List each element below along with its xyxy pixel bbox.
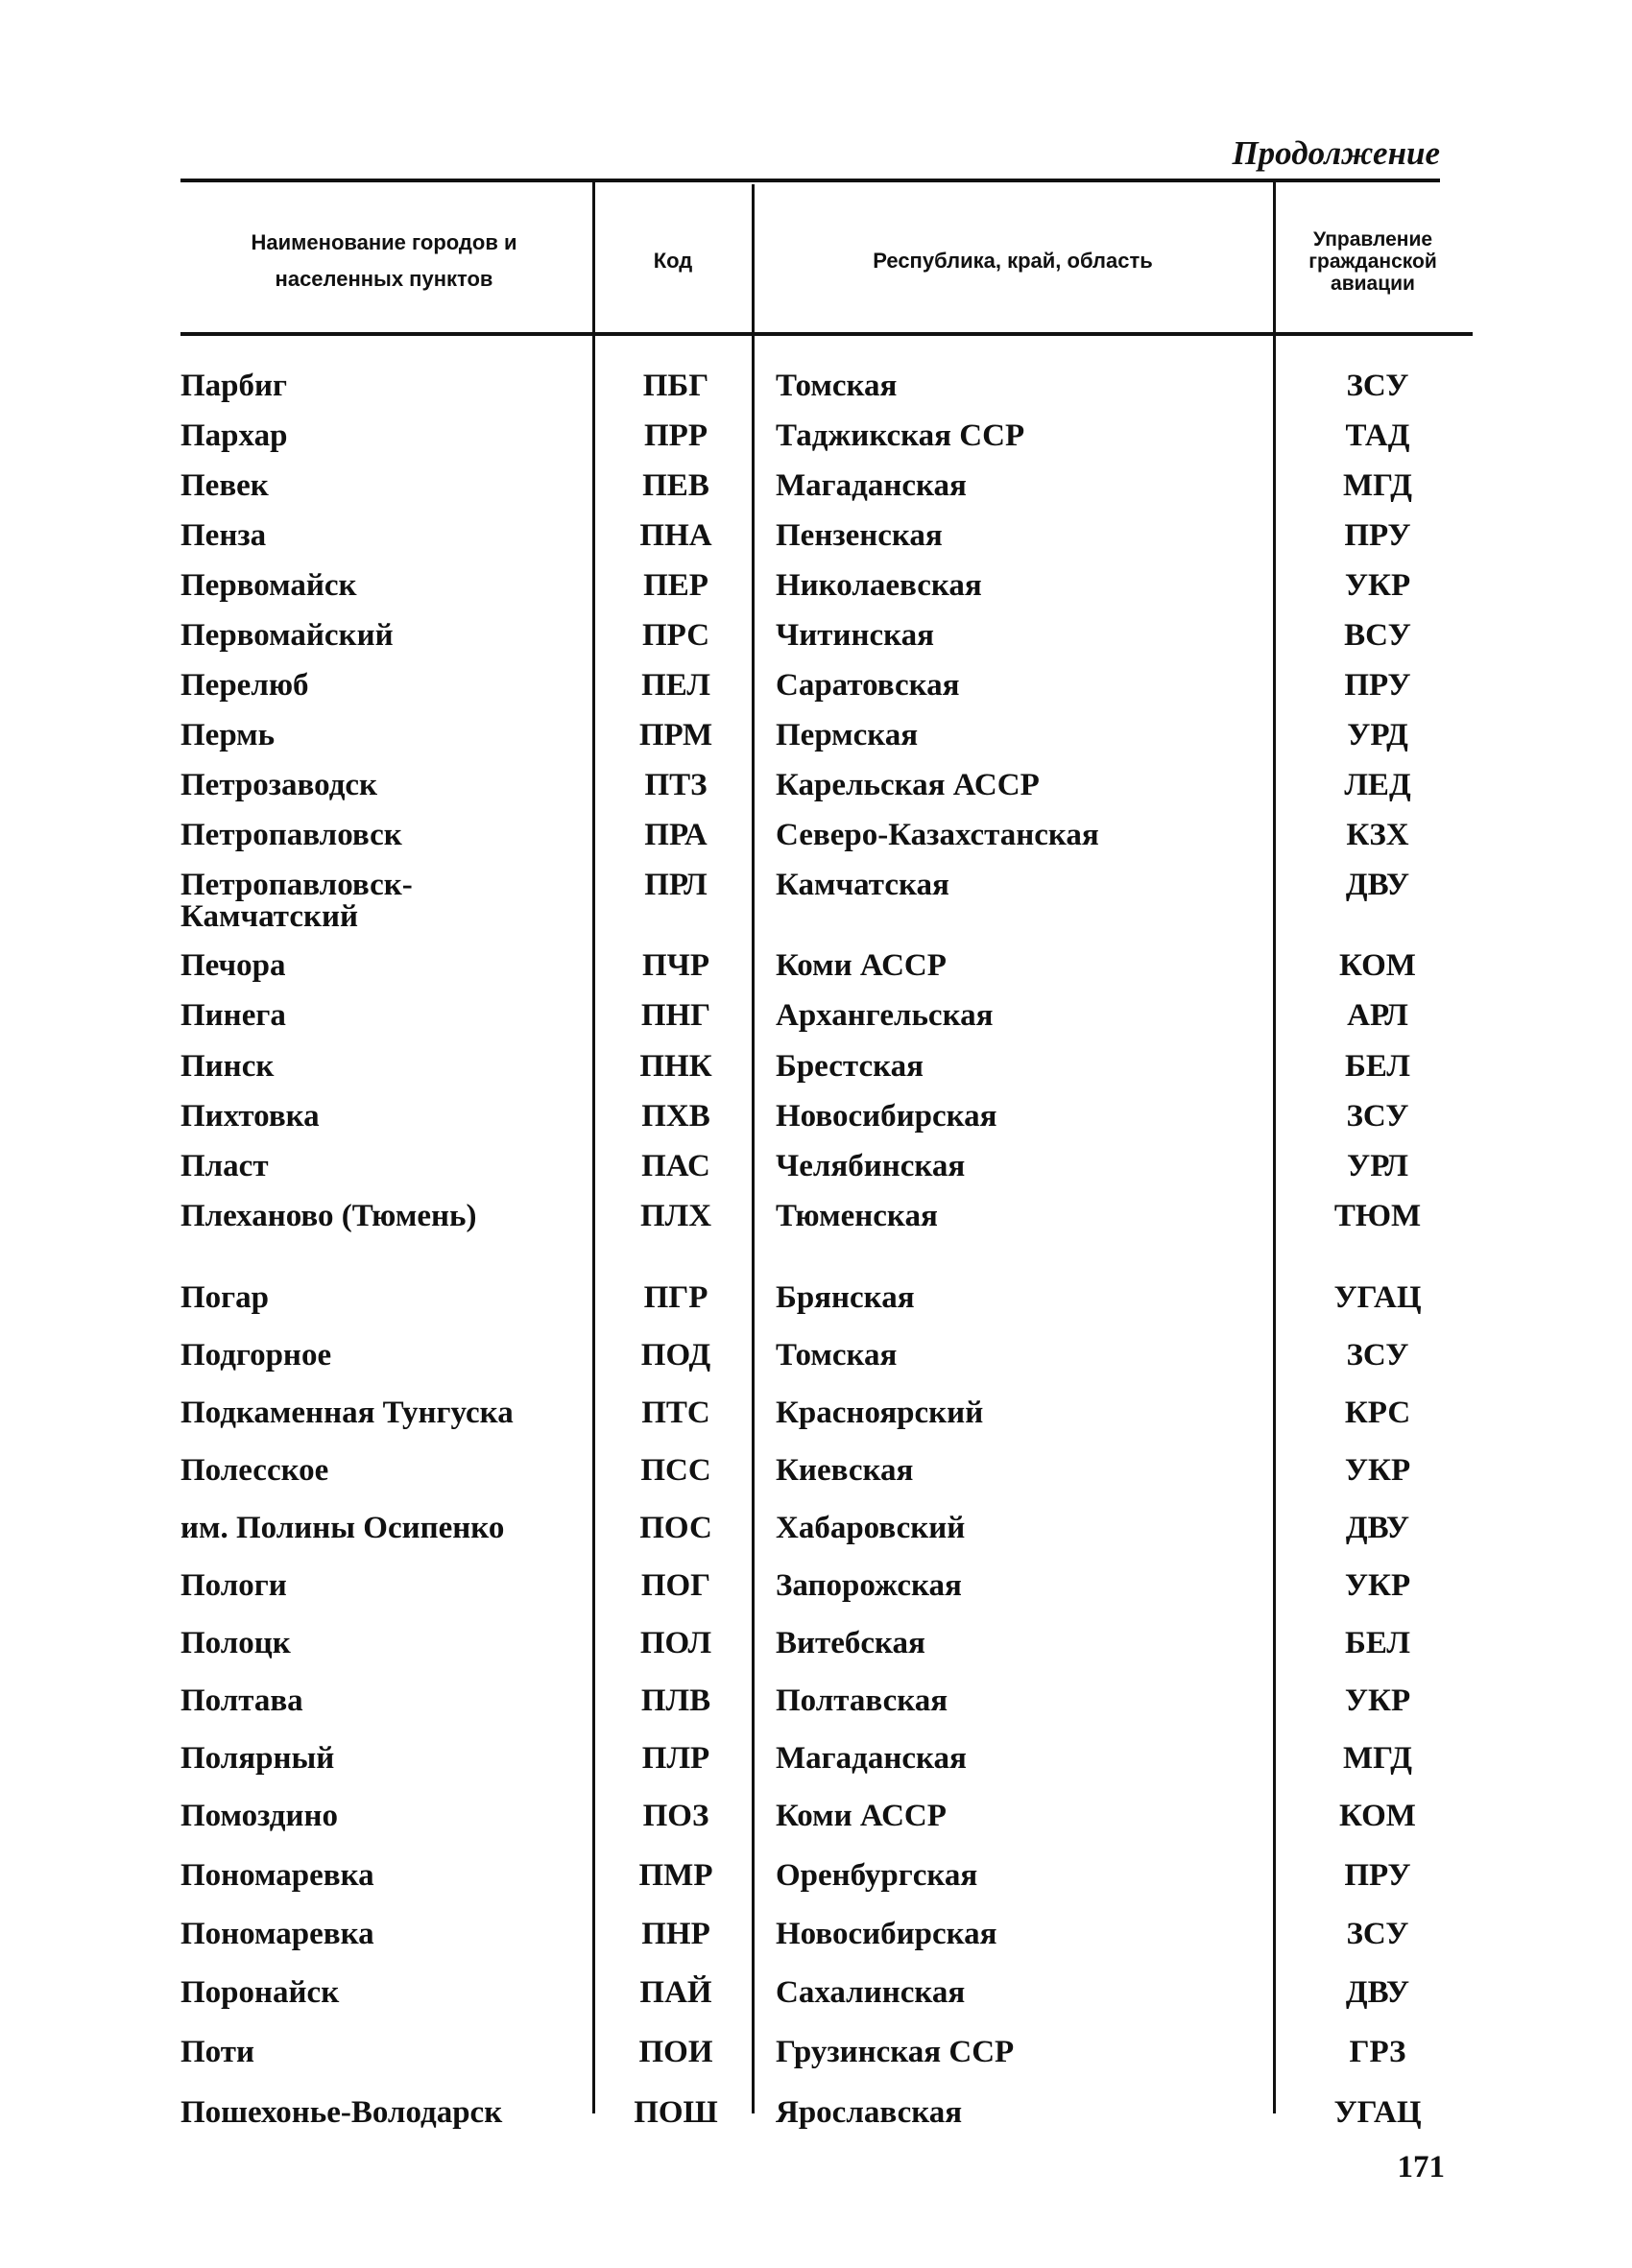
region-name: Томская (776, 1338, 898, 1373)
aviation-administration: ДВУ (1345, 1511, 1410, 1545)
city-code: ПОЛ (639, 1626, 712, 1660)
city-code: ПНР (641, 1917, 710, 1951)
city-name: Поронайск (180, 1975, 340, 2010)
city-code: ПГР (643, 1280, 708, 1315)
city-name: Плеханово (Тюмень) (180, 1199, 477, 1233)
city-code: ПМР (638, 1858, 713, 1893)
city-name: им. Полины Осипенко (180, 1511, 505, 1545)
aviation-administration: ТАД (1345, 418, 1410, 453)
region-name: Таджикская ССР (776, 418, 1025, 453)
page-number: 171 (1397, 2150, 1445, 2184)
city-name: Пласт (180, 1149, 269, 1183)
city-name: Петропавловск-Камчатский (180, 868, 413, 934)
city-name: Поти (180, 2035, 254, 2069)
city-code: ПОШ (634, 2095, 718, 2130)
city-code: ПНК (639, 1049, 712, 1084)
city-code: ПРС (641, 618, 710, 653)
region-name: Магаданская (776, 468, 967, 503)
aviation-administration: ТЮМ (1333, 1199, 1422, 1233)
aviation-administration: УКР (1344, 1683, 1411, 1718)
city-code: ПАЙ (639, 1975, 712, 2010)
header-col-name: Наименование городов и населенных пунктов (251, 230, 517, 291)
region-name: Витебская (776, 1626, 925, 1660)
city-code: ПОИ (638, 2035, 713, 2069)
region-name: Карельская АССР (776, 768, 1040, 802)
city-code: ПЛХ (639, 1199, 712, 1233)
aviation-administration: ПРУ (1344, 518, 1411, 553)
aviation-administration: АРЛ (1347, 998, 1408, 1033)
city-code: ПХВ (641, 1099, 710, 1134)
aviation-administration: УКР (1344, 568, 1411, 603)
city-name: Полярный (180, 1741, 335, 1776)
aviation-administration: УРД (1347, 718, 1408, 752)
city-code: ПЛВ (640, 1683, 711, 1718)
aviation-administration: УГАЦ (1333, 2095, 1422, 2130)
city-name: Пенза (180, 518, 267, 553)
aviation-administration: УГАЦ (1333, 1280, 1422, 1315)
city-code: ПЕВ (642, 468, 709, 503)
region-name: Читинская (776, 618, 934, 653)
aviation-administration: БЕЛ (1345, 1049, 1410, 1084)
city-code: ПНГ (640, 998, 711, 1033)
region-name: Оренбургская (776, 1858, 978, 1893)
city-code: ПСС (640, 1453, 711, 1488)
header-col-code: Код (653, 249, 693, 273)
city-code: ПОД (640, 1338, 711, 1373)
region-name: Хабаровский (776, 1511, 966, 1545)
aviation-administration: ДВУ (1345, 1975, 1410, 2010)
city-code: ПОС (639, 1511, 712, 1545)
aviation-administration: ЛЕД (1344, 768, 1411, 802)
city-code: ПОГ (640, 1568, 711, 1603)
city-name: Пинега (180, 998, 286, 1033)
city-name: Пермь (180, 718, 276, 752)
city-code: ПБГ (642, 369, 709, 403)
aviation-administration: МГД (1343, 1741, 1412, 1776)
region-name: Новосибирская (776, 1099, 997, 1134)
aviation-administration: КОМ (1339, 1799, 1416, 1833)
region-name: Коми АССР (776, 948, 947, 983)
city-code: ПРР (644, 418, 708, 453)
column-divider-1 (592, 179, 595, 2113)
city-name: Подкаменная Тунгуска (180, 1396, 514, 1430)
city-name: Пологи (180, 1568, 287, 1603)
city-name: Пономаревка (180, 1858, 374, 1893)
city-name: Первомайск (180, 568, 357, 603)
city-code: ПЧР (641, 948, 710, 983)
region-name: Запорожская (776, 1568, 962, 1603)
city-name: Парбиг (180, 369, 288, 403)
region-name: Киевская (776, 1453, 914, 1488)
city-name: Полесское (180, 1453, 329, 1488)
city-code: ПОЗ (642, 1799, 709, 1833)
city-name: Пихтовка (180, 1099, 320, 1134)
aviation-administration: МГД (1343, 468, 1412, 503)
city-code: ПРА (644, 818, 708, 852)
aviation-administration: КОМ (1339, 948, 1416, 983)
city-name: Петрозаводск (180, 768, 378, 802)
city-code: ПРЛ (644, 868, 708, 902)
region-name: Ярославская (776, 2095, 963, 2130)
city-name: Певек (180, 468, 269, 503)
region-name: Новосибирская (776, 1917, 997, 1951)
aviation-administration: ДВУ (1345, 868, 1410, 902)
header-bottom-rule (180, 332, 1473, 336)
region-name: Тюменская (776, 1199, 938, 1233)
city-name: Пошехонье-Володарск (180, 2095, 503, 2130)
aviation-administration: УРЛ (1346, 1149, 1409, 1183)
city-code: ПТС (641, 1396, 710, 1430)
city-code: ПНА (639, 518, 712, 553)
aviation-administration: ПРУ (1344, 668, 1411, 703)
region-name: Сахалинская (776, 1975, 966, 2010)
region-name: Архангельская (776, 998, 994, 1033)
aviation-administration: ПРУ (1344, 1858, 1411, 1893)
region-name: Магаданская (776, 1741, 967, 1776)
region-name: Брестская (776, 1049, 924, 1084)
city-code: ПАС (641, 1149, 710, 1183)
city-name: Полтава (180, 1683, 303, 1718)
aviation-administration: КРС (1344, 1396, 1411, 1430)
region-name: Челябинская (776, 1149, 966, 1183)
aviation-administration: ЗСУ (1346, 1917, 1409, 1951)
region-name: Пензенская (776, 518, 943, 553)
region-name: Саратовская (776, 668, 960, 703)
city-code: ПРМ (638, 718, 713, 752)
continuation-label: Продолжение (1232, 134, 1440, 172)
region-name: Коми АССР (776, 1799, 947, 1833)
region-name: Грузинская ССР (776, 2035, 1015, 2069)
region-name: Северо-Казахстанская (776, 818, 1099, 852)
city-name: Помоздино (180, 1799, 338, 1833)
region-name: Томская (776, 369, 898, 403)
city-code: ПТЗ (644, 768, 708, 802)
aviation-administration: БЕЛ (1345, 1626, 1410, 1660)
region-name: Пермская (776, 718, 919, 752)
header-col-admin: Управление гражданской авиации (1308, 227, 1437, 295)
city-name: Подгорное (180, 1338, 332, 1373)
header-col-region: Республика, край, область (873, 249, 1153, 273)
aviation-administration: ЗСУ (1346, 1338, 1409, 1373)
city-name: Пономаревка (180, 1917, 374, 1951)
aviation-administration: ЗСУ (1346, 1099, 1409, 1134)
aviation-administration: ВСУ (1344, 618, 1411, 653)
city-code: ПЛР (641, 1741, 710, 1776)
aviation-administration: ЗСУ (1346, 369, 1409, 403)
table-top-rule (180, 179, 1440, 182)
aviation-administration: УКР (1344, 1568, 1411, 1603)
city-name: Погар (180, 1280, 270, 1315)
aviation-administration: ГРЗ (1349, 2035, 1406, 2069)
aviation-administration: КЗХ (1346, 818, 1409, 852)
city-name: Перелюб (180, 668, 309, 703)
region-name: Николаевская (776, 568, 982, 603)
aviation-administration: УКР (1344, 1453, 1411, 1488)
city-name: Петропавловск (180, 818, 402, 852)
region-name: Полтавская (776, 1683, 948, 1718)
region-name: Красноярский (776, 1396, 984, 1430)
city-name: Печора (180, 948, 286, 983)
city-name: Первомайский (180, 618, 394, 653)
city-name: Пархар (180, 418, 288, 453)
city-name: Полоцк (180, 1626, 291, 1660)
region-name: Камчатская (776, 868, 949, 902)
city-code: ПЕЛ (641, 668, 710, 703)
region-name: Брянская (776, 1280, 915, 1315)
city-name: Пинск (180, 1049, 275, 1084)
city-code: ПЕР (643, 568, 708, 603)
